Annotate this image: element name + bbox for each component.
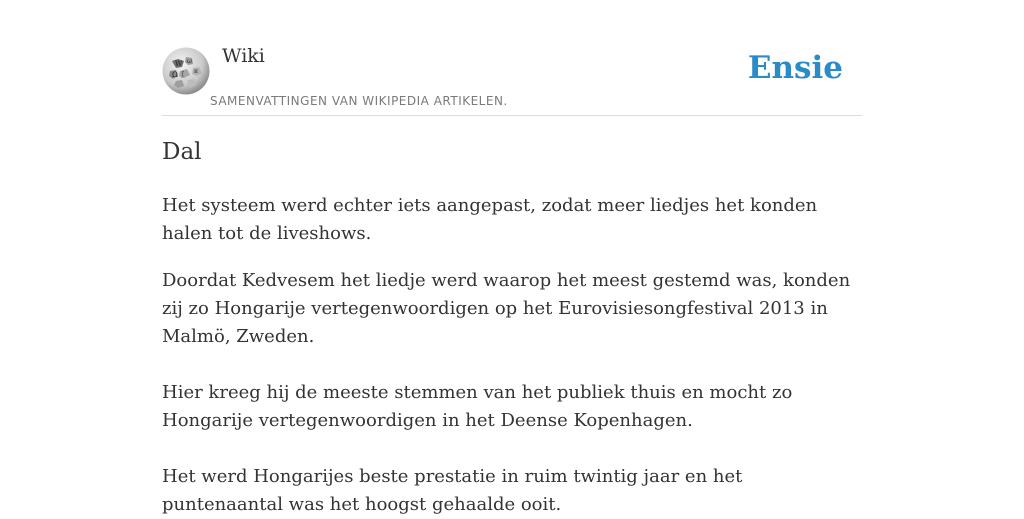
- brand-logo-link[interactable]: Ensie: [747, 50, 843, 86]
- svg-text:и: и: [194, 68, 198, 75]
- article-paragraph: Het systeem werd echter iets aangepast, zodat meer liedjes het konden halen tot de liveshows.: [162, 195, 818, 244]
- paragraph-break: [162, 435, 862, 463]
- svg-text:W: W: [175, 60, 183, 68]
- article-paragraph: Hier kreeg hij de meeste stemmen van het publiek thuis en mocht zo Hongarije vertegenwoordigen in het Deense Kopenhagen.: [162, 382, 793, 431]
- wikipedia-globe-icon[interactable]: [162, 47, 210, 95]
- site-tagline: SAMENVATTINGEN VAN WIKIPEDIA ARTIKELEN.: [210, 94, 508, 108]
- article-paragraph: Doordat Kedvesem het liedje werd waarop het meest gestemd was, konden zij zo Hongarije vertegenwoordigen op het Eurovisiesongfestival 2013 in Malmö, Zweden.: [162, 270, 851, 347]
- article-title: Dal: [162, 139, 202, 165]
- svg-text:Ω: Ω: [172, 71, 178, 79]
- article-paragraph: Het werd Hongarijes beste prestatie in ruim twintig jaar en het puntenaantal was het hoogst gehaalde ooit.: [162, 466, 743, 515]
- site-header: [162, 0, 862, 116]
- svg-text:ʃ: ʃ: [182, 71, 184, 78]
- paragraph-break: [162, 351, 862, 379]
- page-container: [162, 0, 862, 515]
- svg-text:ω: ω: [187, 58, 192, 65]
- site-name[interactable]: Wiki: [222, 45, 265, 67]
- article-body: [162, 192, 862, 519]
